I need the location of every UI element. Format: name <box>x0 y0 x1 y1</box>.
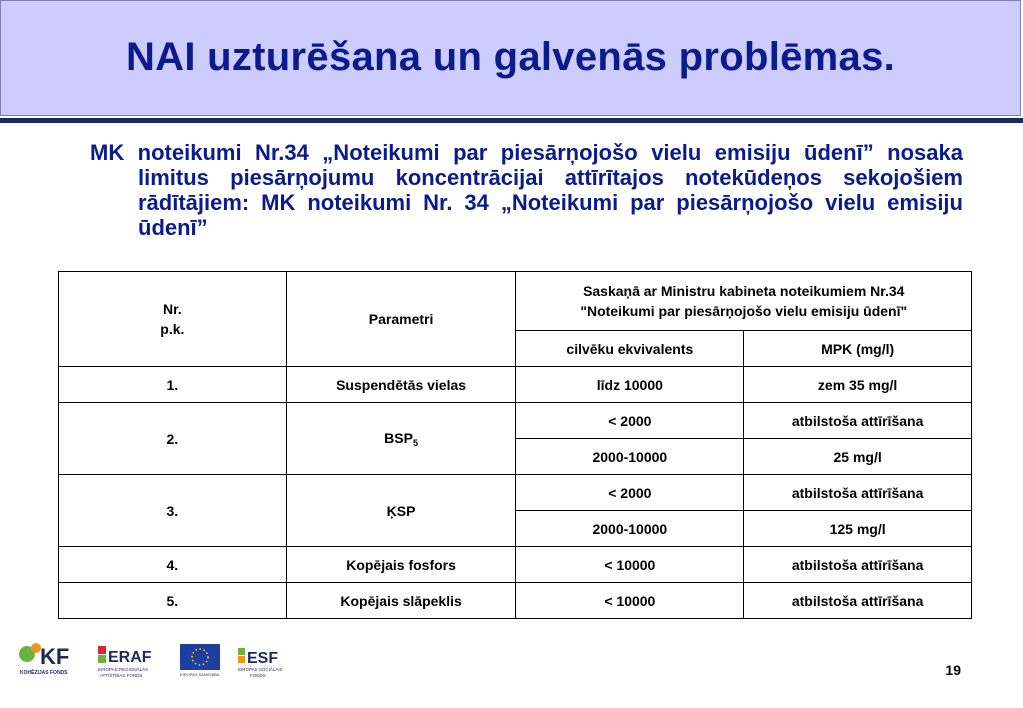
parameters-table <box>58 271 972 619</box>
cell-ce: < 10000 <box>516 583 744 619</box>
cell-mpk: atbilstoša attīrīšana <box>744 547 972 583</box>
funding-logos <box>18 638 298 682</box>
cell-nr: 3. <box>59 475 287 547</box>
header-ce: cilvēku ekvivalents <box>516 331 744 367</box>
cell-mpk: 125 mg/l <box>744 511 972 547</box>
cell-param-subscript: 5 <box>412 437 418 448</box>
table-row <box>59 367 972 403</box>
esf-orange-square <box>238 656 245 663</box>
eraf-logo-text: ERAF <box>108 649 152 666</box>
cell-param: Suspendētās vielas <box>286 367 516 403</box>
esf-logo <box>238 648 283 678</box>
eu-flag-logo <box>180 644 220 677</box>
cell-ce: līdz 10000 <box>516 367 744 403</box>
cell-param: ĶSP <box>286 475 516 547</box>
cell-mpk: 25 mg/l <box>744 439 972 475</box>
header-group-line2: "Noteikumi par piesārņojošo vielu emisiju ūdenī" <box>580 303 908 319</box>
header-group-line1: Saskaņā ar Ministru kabineta noteikumiem Nr.34 <box>583 283 905 299</box>
eraf-green-square <box>98 655 106 663</box>
eraf-caption-2: ATTĪSTĪBAS FONDS <box>100 673 143 678</box>
slide-title: NAI uzturēšana un galvenās problēmas. <box>125 35 896 79</box>
esf-caption-2: FONDS <box>250 673 266 678</box>
kf-logo-text: KF <box>40 644 70 669</box>
cell-nr: 1. <box>59 367 287 403</box>
esf-caption-1: EIROPAS SOCIĀLAIS <box>238 667 283 672</box>
table-row <box>59 583 972 619</box>
cell-nr: 5. <box>59 583 287 619</box>
table-row <box>59 475 972 511</box>
header-group <box>516 272 972 331</box>
cell-ce: < 2000 <box>516 403 744 439</box>
header-nr-line2: p.k. <box>160 321 185 337</box>
intro-paragraph: MK noteikumi Nr.34 „Noteikumi par piesārņojošo vielu emisiju ūdenī” nosaka limitus piesārņojumu koncentrācijai attīrītajos notekūdeņos sekojošiem rādītājiem: MK noteikumi Nr. 34 „Noteikumi par piesārņojošo vielu emisiju ūdenī” <box>90 140 963 240</box>
table-header-row <box>59 272 972 331</box>
table-row <box>59 547 972 583</box>
table-row <box>59 403 972 439</box>
header-param: Parametri <box>286 272 516 367</box>
cell-param: Kopējais slāpeklis <box>286 583 516 619</box>
kf-logo <box>19 643 69 676</box>
kf-logo-caption: KOHĒZIJAS FONDS <box>20 670 68 676</box>
cell-mpk: atbilstoša attīrīšana <box>744 475 972 511</box>
cell-mpk: zem 35 mg/l <box>744 367 972 403</box>
eu-caption: EIROPAS SAVIENĪBA <box>180 672 220 677</box>
eu-flag <box>180 644 220 670</box>
eraf-red-square <box>98 646 106 654</box>
header-nr <box>59 272 287 367</box>
cell-param-base: BSP <box>384 429 413 446</box>
title-bar <box>0 0 1021 116</box>
cell-mpk: atbilstoša attīrīšana <box>744 583 972 619</box>
esf-logo-text: ESF <box>247 650 279 667</box>
cell-ce: 2000-10000 <box>516 511 744 547</box>
header-mpk: MPK (mg/l) <box>744 331 972 367</box>
eraf-logo <box>98 646 152 678</box>
cell-param: Kopējais fosfors <box>286 547 516 583</box>
cell-nr: 4. <box>59 547 287 583</box>
cell-param <box>286 403 516 475</box>
title-divider <box>0 118 1023 123</box>
cell-ce: 2000-10000 <box>516 439 744 475</box>
page-number: 19 <box>945 662 961 678</box>
cell-nr: 2. <box>59 403 287 475</box>
eraf-caption-1: EIROPAS REĢIONĀLĀS <box>98 667 149 672</box>
cell-ce: < 10000 <box>516 547 744 583</box>
header-nr-line1: Nr. <box>163 301 182 317</box>
cell-ce: < 2000 <box>516 475 744 511</box>
cell-mpk: atbilstoša attīrīšana <box>744 403 972 439</box>
esf-green-square <box>238 648 245 655</box>
